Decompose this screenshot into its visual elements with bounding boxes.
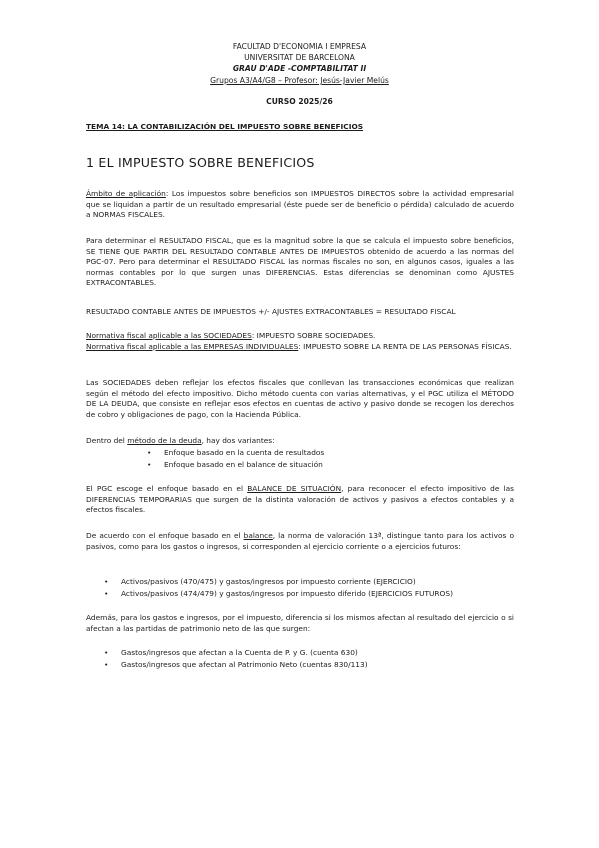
norm-individuals-text: : IMPUESTO SOBRE LA RENTA DE LAS PERSONAS FÍSICAS. xyxy=(298,341,512,351)
groups-professor: Grupos A3/A4/G8 – Profesor: Jesús-Javier Melús xyxy=(210,76,389,85)
paragraph-fiscal-result: Para determinar el RESULTADO FISCAL, que es la magnitud sobre la que se calcula el impuesto sobre beneficios, SE TIENE QUE PARTIR DEL RESULTADO CONTABLE ANTES DE IMPUESTOS obtenido de acuerdo a las normas del PGC-07. Pero para determinar el RESULTADO FISCAL las normas fiscales no son, en algunos casos, iguales a las normas contables por lo que surgen unas DIFERENCIAS. Estas diferencias se denominan como AJUSTES EXTRACONTABLES. xyxy=(86,236,514,288)
paragraph-regulations xyxy=(86,331,514,352)
course-title: GRAU D'ADE -COMPTABILITAT II xyxy=(232,64,367,73)
bullet-icon: • xyxy=(147,448,152,457)
paragraph-valuation-rule: De acuerdo con el enfoque basado en el balance, la norma de valoración 13ª, distingue tanto para los activos o pasivos, como para los gastos o ingresos, si corresponden al ejercicio corriente o a ejercicios futuros: xyxy=(86,531,514,551)
balance-sheet-term: BALANCE DE SITUACIÓN xyxy=(247,484,342,493)
faculty-name: FACULTAD D'ECONOMIA I EMPRESA xyxy=(232,42,367,51)
course-year: CURSO 2025/26 xyxy=(266,97,333,106)
debt-method-term: método de la deuda xyxy=(127,436,202,445)
norm-individuals-label: Normativa fiscal aplicable a las EMPRESAS INDIVIDUALES xyxy=(86,341,299,351)
norm-companies-text: : IMPUESTO SOBRE SOCIEDADES. xyxy=(251,331,376,340)
paragraph-expenses-income: Además, para los gastos e ingresos, por el impuesto, diferencia si los mismos afectan al resultado del ejercicio o si afectan a las partidas de patrimonio neto de las que surgen: xyxy=(86,613,514,633)
bullet-icon: • xyxy=(104,660,109,669)
paragraph-scope xyxy=(86,189,514,221)
university-name: UNIVERSITAT DE BARCELONA xyxy=(244,53,355,62)
scope-text: : Los impuestos sobre beneficios son IMPUESTOS DIRECTOS sobre la actividad empresarial que se liquidan a partir de un resultado empresarial (éste puede ser de beneficio o pérdida) calculado de acuerdo a NORMAS FISCALES. xyxy=(86,189,514,220)
bullet-icon: • xyxy=(104,648,109,657)
norm-companies-label: Normativa fiscal aplicable a las SOCIEDADES xyxy=(86,331,252,340)
topic-heading: TEMA 14: LA CONTABILIZACIÓN DEL IMPUESTO SOBRE BENEFICIOS xyxy=(86,122,364,131)
document-page: FACULTAD D'ECONOMIA I EMPRESA UNIVERSITAT DE BARCELONA GRAU D'ADE -COMPTABILITAT II Grupos A3/A4/G8 – Profesor: Jesús-Javier Melús CURSO 2025/26 TEMA 14: LA CONTABILIZACIÓN DEL IMPUESTO SOBRE BENEFICIOS 1 EL IMPUESTO SOBRE BENEFICIOS Ámbito de aplicación: Los impuestos sobre beneficios son IMPUESTOS DIRECTOS sobre la actividad empresarial que se liquidan a partir de un resultado empresarial (éste puede ser de beneficio o pérdida) calculado de acuerdo a NORMAS FISCALES. Para determinar el RESULTADO FISCAL, que es la magnitud sobre la que se calcula el impuesto sobre beneficios, SE TIENE QUE PARTIR DEL RESULTADO CONTABLE ANTES DE IMPUESTOS obtenido de acuerdo a las normas del PGC-07. Pero para determinar el RESULTADO FISCAL las normas fiscales no son, en algunos casos, iguales a las normas contables por lo que surgen unas DIFERENCIAS. Estas diferencias se denominan como AJUSTES EXTRACONTABLES. RESULTADO CONTABLE ANTES DE IMPUESTOS +/- AJUSTES EXTRACONTABLES = RESULTADO FISCAL Normativa fiscal aplicable a las SOCIEDADES: IMPUESTO SOBRE SOCIEDADES. Normativa fiscal aplicable a las EMPRESAS INDIVIDUALES: IMPUESTO SOBRE LA RENTA DE LAS PERSONAS FÍSICAS. Las SOCIEDADES deben reflejar los efectos fiscales que conllevan las transacciones económicas que realizan según el método del efecto impositivo. Dicho método cuenta con varias alternativas, y el PGC utiliza el MÉTODO DE LA DEUDA, que consiste en reflejar esos efectos en cuentas de activo y pasivo donde se recogen los derechos de cobro y obligaciones de pago, con la Hacienda Pública. Dentro del método de la deuda, hay dos variantes: • Enfoque basado en la cuenta de resultados • Enfoque basado en el balance de situación El PGC escoge el enfoque basado en el BALANCE DE SITUACIÓN, para reconocer el efecto impositivo de las DIFERENCIAS TEMPORARIAS que surgen de la distinta valoración de activos y pasivos a efectos contables y a efectos fiscales. De acuerdo con el enfoque basado en el balance, la norma de valoración 13ª, distingue tanto para los activos o pasivos, como para los gastos o ingresos, si corresponden al ejercicio corriente o a ejercicios futuros: • Activos/pasivos (470/475) y gastos/ingresos por impuesto corriente (EJERCICIO) • Activos/pasivos (474/479) y gastos/ingresos por impuesto diferido (EJERCICIOS FUTUROS) Además, para los gastos e ingresos, por el impuesto, diferencia si los mismos afectan al resultado del ejercicio o si afectan a las partidas de patrimonio neto de las que surgen: • Gastos/ingresos que afectan a la Cuenta de P. y G. (cuenta 630) • Gastos/ingresos que afectan al Patrimonio Neto (cuentas 830/113) xyxy=(0,0,599,848)
paragraph-variants-intro: Dentro del método de la deuda, hay dos variantes: xyxy=(86,436,275,445)
scope-label: Ámbito de aplicación xyxy=(86,189,166,198)
bullet-icon: • xyxy=(104,577,109,586)
paragraph-companies: Las SOCIEDADES deben reflejar los efectos fiscales que conllevan las transacciones económicas que realizan según el método del efecto impositivo. Dicho método cuenta con varias alternativas, y el PGC utiliza el MÉTODO DE LA DEUDA, que consiste en reflejar esos efectos en cuentas de activo y pasivo donde se recogen los derechos de cobro y obligaciones de pago, con la Hacienda Pública. xyxy=(86,378,514,419)
formula-line: RESULTADO CONTABLE ANTES DE IMPUESTOS +/- AJUSTES EXTRACONTABLES = RESULTADO FISCAL xyxy=(86,307,456,316)
bullet-icon: • xyxy=(104,589,109,598)
balance-term: balance xyxy=(243,531,273,540)
bullet-icon: • xyxy=(147,460,152,469)
paragraph-pgc-choice: El PGC escoge el enfoque basado en el BALANCE DE SITUACIÓN, para reconocer el efecto impositivo de las DIFERENCIAS TEMPORARIAS que surgen de la distinta valoración de activos y pasivos a efectos contables y a efectos fiscales. xyxy=(86,484,514,515)
section-title: 1 EL IMPUESTO SOBRE BENEFICIOS xyxy=(86,155,315,170)
